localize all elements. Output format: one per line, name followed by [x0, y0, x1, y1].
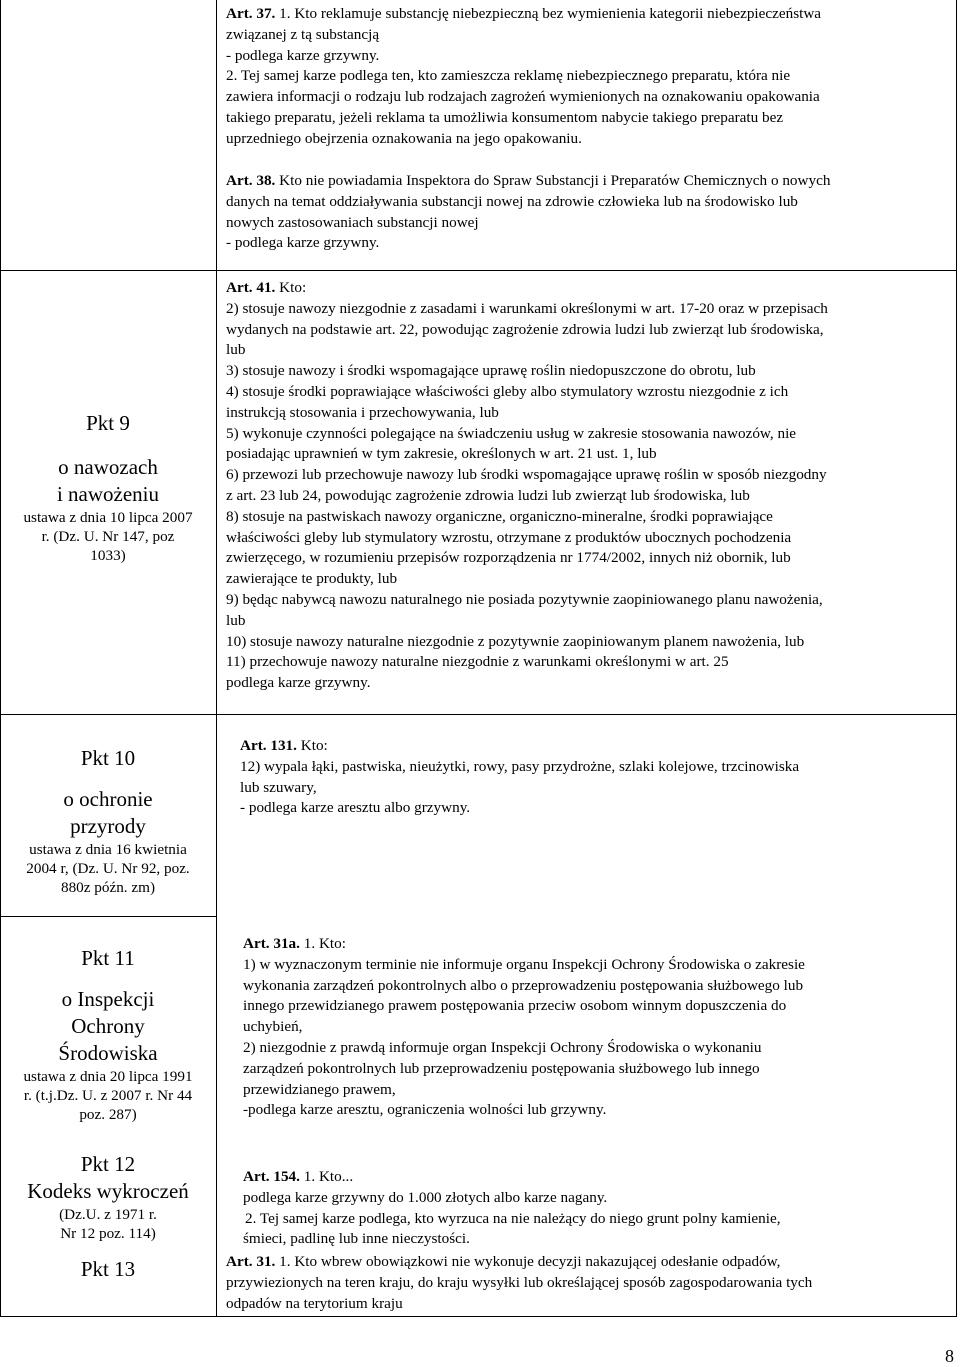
- pkt12-ustawa-line2: Nr 12 poz. 114): [60, 1225, 156, 1242]
- pkt9-title: Pkt 9: [86, 411, 130, 435]
- art41-line17: lub: [226, 611, 246, 629]
- art154-block: [243, 1167, 935, 1250]
- art31-heading: Art. 31.: [226, 1253, 276, 1270]
- art31-block: [226, 1252, 952, 1314]
- art131-block: [240, 736, 952, 819]
- art154-line3: 2. Tej samej karze podlega, kto wyrzuca na nie należący do niego grunt polny kamienie,: [245, 1209, 781, 1227]
- art131-line4: - podlega karze aresztu albo grzywny.: [240, 799, 471, 817]
- pkt13-title: Pkt 13: [80, 1257, 136, 1281]
- pkt12-ustawa-line1: (Dz.U. z 1971 r.: [59, 1206, 157, 1223]
- table-left-border: [0, 0, 1, 1317]
- art31a-line6: 2) niezgodnie z prawdą informuje organ Inspekcji Ochrony Środowiska o wykonaniu: [243, 1038, 762, 1056]
- art31a-heading: Art. 31a.: [243, 935, 300, 952]
- art41-heading: Art. 41.: [226, 279, 276, 296]
- art41-line13: właściwości gleby lub stymulatory wzrostu, otrzymane z produktów ubocznych pochodzenia: [226, 528, 792, 546]
- pkt13-cell: [2, 1256, 214, 1283]
- art37-line7: uprzedniego obejrzenia oznakowania na jego opakowaniu.: [226, 129, 582, 147]
- art41-line10: 6) przewozi lub przechowuje nawozy lub środki wspomagające uprawę roślin w sposób niezgodny: [226, 466, 827, 484]
- left-cell-divider: [0, 916, 216, 917]
- art131-line3: lub szuwary,: [240, 778, 317, 796]
- art154-line1-text: 1. Kto...: [299, 1168, 354, 1185]
- art31a-line3: wykonania zarządzeń pokontrolnych albo o przeprowadzeniu postępowania służbowego lub: [243, 976, 804, 994]
- art41-line1-text: Kto:: [275, 279, 307, 296]
- pkt10-ustawa-line2: 2004 r, (Dz. U. Nr 92, poz.: [26, 860, 190, 877]
- column-divider: [216, 0, 217, 1317]
- pkt10-ustawa-line3: 880z późn. zm): [60, 879, 156, 896]
- art41-line8: 5) wykonuje czynności polegające na świadczeniu usług w zakresie stosowania nawozów, nie: [226, 424, 797, 442]
- pkt10-cell: [2, 745, 214, 897]
- art154-line1: [243, 1167, 935, 1188]
- art31-line1-text: 1. Kto wbrew obowiązkowi nie wykonuje decyzji nakazującej odesłanie odpadów,: [275, 1253, 781, 1270]
- pkt9-topic-line1: o nawozach: [58, 455, 158, 479]
- art41-line2: 2) stosuje nawozy niezgodnie z zasadami i warunkami określonymi w art. 17-20 oraz w przepisach: [226, 299, 828, 317]
- art41-line7: instrukcją stosowania i przechowywania, lub: [226, 403, 499, 421]
- pkt10-title: Pkt 10: [80, 746, 136, 770]
- art37-line1: [226, 4, 952, 25]
- art41-line1: [226, 278, 952, 299]
- art31a-line8: przewidzianego prawem,: [243, 1080, 396, 1098]
- art131-heading: Art. 131.: [240, 737, 297, 754]
- pkt11-title: Pkt 11: [81, 946, 135, 970]
- art31a-line5: uchybień,: [243, 1018, 303, 1036]
- art154-heading: Art. 154.: [243, 1168, 300, 1185]
- art37-heading: Art. 37.: [226, 5, 276, 22]
- art131-line1-text: Kto:: [296, 737, 328, 754]
- art37-line1-text: 1. Kto reklamuje substancję niebezpieczną bez wymienienia kategorii niebezpieczeństwa: [275, 5, 822, 22]
- art31-line2: przywiezionych na teren kraju, do kraju wysyłki lub określającej sposób zagospodarowania tych: [226, 1273, 813, 1291]
- art41-line9: posiadając uprawnień w tym zakresie, określonych w art. 21 ust. 1, lub: [226, 445, 657, 463]
- pkt9-ustawa-line3: 1033): [90, 547, 126, 564]
- page-number: 8: [945, 1346, 954, 1366]
- art37-line3: - podlega karze grzywny.: [226, 46, 380, 64]
- art41-line12: 8) stosuje na pastwiskach nawozy organiczne, organiczno-mineralne, środki poprawiające: [226, 507, 773, 525]
- pkt9-cell: [2, 410, 214, 565]
- pkt10-ustawa-line1: ustawa z dnia 16 kwietnia: [29, 841, 187, 858]
- art38-line1: [226, 171, 952, 192]
- art38-block: [226, 171, 952, 254]
- art154-line2: podlega karze grzywny do 1.000 złotych albo karze nagany.: [243, 1188, 608, 1206]
- pkt12-cell: [2, 1151, 214, 1243]
- art37-block: [226, 4, 952, 150]
- art38-line3: nowych zastosowaniach substancji nowej: [226, 213, 479, 231]
- pkt10-topic-line2: przyrody: [70, 814, 146, 838]
- row-divider-2: [0, 714, 957, 715]
- art31a-line1-text: 1. Kto:: [299, 935, 346, 952]
- pkt11-ustawa-line2: r. (t.j.Dz. U. z 2007 r. Nr 44: [23, 1087, 193, 1104]
- pkt11-topic-line3: Środowiska: [58, 1041, 158, 1065]
- pkt9-topic-line2: i nawożeniu: [56, 482, 160, 506]
- art41-line18: 10) stosuje nawozy naturalne niezgodnie z pozytywnie zaopiniowanym planem nawożenia, lub: [226, 632, 805, 650]
- art37-line6: takiego preparatu, jeżeli reklama ta umożliwia konsumentom nabycie takiego preparatu bez: [226, 108, 784, 126]
- art31-line3: odpadów na terytorium kraju: [226, 1294, 403, 1312]
- pkt11-ustawa-line1: ustawa z dnia 20 lipca 1991: [23, 1068, 193, 1085]
- art41-line5: 3) stosuje nawozy i środki wspomagające uprawę roślin niedopuszczone do obrotu, lub: [226, 362, 756, 380]
- art41-line16: 9) będąc nabywcą nawozu naturalnego nie posiada pozytywnie zaopiniowanego planu nawożenia,: [226, 590, 823, 608]
- pkt9-ustawa-line2: r. (Dz. U. Nr 147, poz: [41, 528, 175, 545]
- pkt12-title: Pkt 12: [80, 1152, 136, 1176]
- art41-line15: zawierające te produkty, lub: [226, 570, 398, 588]
- pkt11-ustawa-line3: poz. 287): [79, 1106, 137, 1123]
- art31a-line7: zarządzeń pokontrolnych lub przeprowadzeniu postępowania służbowego lub innego: [243, 1059, 760, 1077]
- art31a-line1: [243, 934, 935, 955]
- art41-line20: podlega karze grzywny.: [226, 674, 371, 692]
- art31a-block: [243, 934, 935, 1121]
- art41-line14: zwierzęcego, w rozumieniu przepisów rozporządzenia nr 1774/2002, innych niż obornik, lub: [226, 549, 791, 567]
- art131-line1: [240, 736, 952, 757]
- art41-block: [226, 278, 952, 694]
- art37-line4: 2. Tej samej karze podlega ten, kto zamieszcza reklamę niebezpiecznego preparatu, która nie: [226, 67, 791, 85]
- pkt9-ustawa-line1: ustawa z dnia 10 lipca 2007: [23, 509, 193, 526]
- art41-line3: wydanych na podstawie art. 22, powodując zagrożenie zdrowia ludzi lub zwierząt lub środowiska,: [226, 320, 824, 338]
- art31-line1: [226, 1252, 952, 1273]
- table-right-border: [956, 0, 957, 1317]
- pkt11-topic-line2: Ochrony: [71, 1014, 145, 1038]
- pkt11-cell: [2, 945, 214, 1124]
- art31a-line2: 1) w wyznaczonym terminie nie informuje organu Inspekcji Ochrony Środowiska o zakresie: [243, 955, 805, 973]
- row-divider-1: [0, 270, 957, 271]
- art37-line2: związanej z tą substancją: [226, 25, 380, 43]
- art41-line6: 4) stosuje środki poprawiające właściwości gleby albo stymulatory wzrostu niezgodnie z ich: [226, 382, 789, 400]
- art41-line4: lub: [226, 341, 246, 359]
- art41-line11: z art. 23 lub 24, powodując zagrożenie zdrowia ludzi lub zwierząt lub środowiska, lub: [226, 486, 750, 504]
- art38-line4: - podlega karze grzywny.: [226, 234, 380, 252]
- art38-line2: danych na temat oddziaływania substancji nowej na zdrowie człowieka lub na środowisko lub: [226, 192, 798, 210]
- art41-line19: 11) przechowuje nawozy naturalne niezgodnie z warunkami określonymi w art. 25: [226, 653, 729, 671]
- art37-line5: zawiera informacji o rodzaju lub rodzajach zagrożeń wymienionych na oznakowaniu opakowania: [226, 88, 820, 106]
- table-bottom-border: [0, 1316, 957, 1317]
- art38-line1-text: Kto nie powiadamia Inspektora do Spraw Substancji i Preparatów Chemicznych o nowych: [275, 172, 831, 189]
- art38-heading: Art. 38.: [226, 172, 276, 189]
- art31a-line4: innego przewidzianego prawem postępowania przeciw osobom winnym dopuszczenia do: [243, 997, 787, 1015]
- art131-line2: 12) wypala łąki, pastwiska, nieużytki, rowy, pasy przydrożne, szlaki kolejowe, trzcinowiska: [240, 757, 800, 775]
- pkt11-topic-line1: o Inspekcji: [61, 987, 155, 1011]
- art154-line4: śmieci, padlinę lub inne nieczystości.: [243, 1230, 470, 1248]
- art31a-line9: -podlega karze aresztu, ograniczenia wolności lub grzywny.: [243, 1101, 607, 1119]
- pkt10-topic-line1: o ochronie: [63, 787, 153, 811]
- pkt12-topic: Kodeks wykroczeń: [27, 1179, 189, 1203]
